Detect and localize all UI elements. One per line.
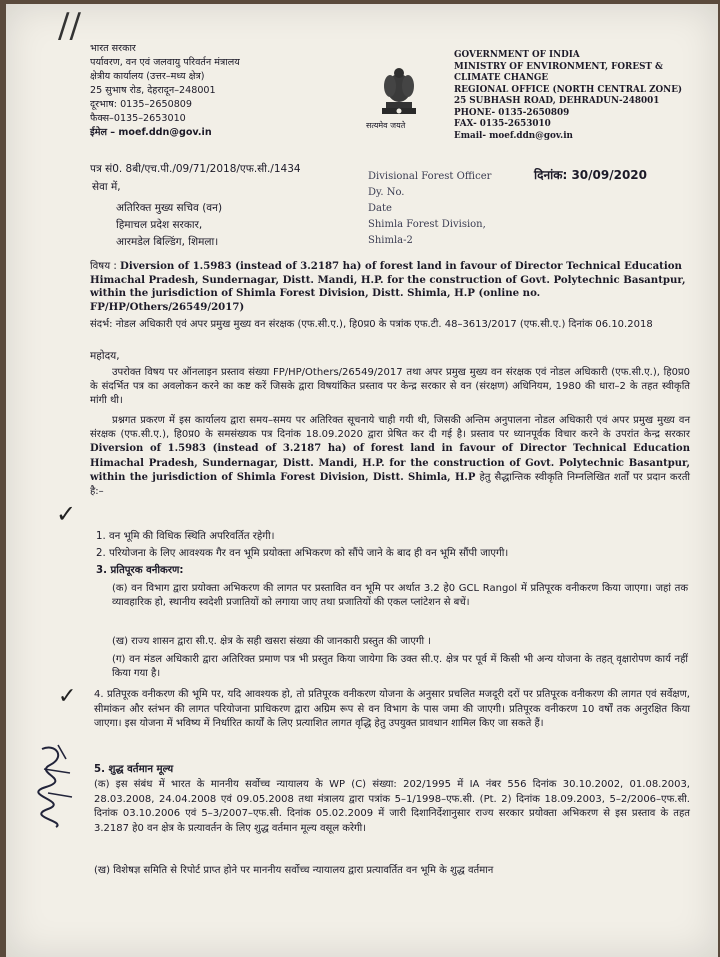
reference-block [90, 318, 690, 332]
lh-en-line: FAX- 0135-2653010 [454, 119, 551, 129]
lh-hi-line: भारत सरकार [90, 43, 136, 54]
condition-3: 3. प्रतिपूरक वनीकरण: [96, 565, 184, 576]
addressee-line: हिमाचल प्रदेश सरकार, [116, 219, 203, 231]
stamp-line: Shimla Forest Division, [368, 219, 486, 230]
paragraph-2-project: Diversion of 1.5983 (instead of 3.2187 ha) of forest land in favour of Director Technical Education Himachal Pradesh, Sundernagar, Distt. Mandi, H.P. for the construction of Govt. Polytechnic Basantpur, within the jurisdiction of Shimla Forest Division, Distt. Shimla, H.P [90, 443, 690, 483]
stamp-line: Shimla-2 [368, 235, 413, 246]
letter-date: दिनांक: 30/09/2020 [534, 168, 648, 182]
lh-en-email: Email- moef.ddn@gov.in [454, 130, 573, 141]
lh-hi-line: पर्यावरण, वन एवं जलवायु परिवर्तन मंत्रालय [90, 57, 240, 68]
paragraph-1: उपरोक्त विषय पर ऑनलाइन प्रस्ताव संख्या FP/HP/Others/26549/2017 तथा अपर प्रमुख मुख्य वन संरक्षक एवं नोडल अधिकारी (एफ.सी.ए.), हि0प्र0 के संदर्भित पत्र का अवलोकन करने का कष्ट करें जिसके द्वारा विषयांकित प्रस्ताव पर केन्द्र सरकार से वन (संरक्षण) अधिनियम, 1980 की धारा–2 के तहत स्वीकृति मांगी थी। [90, 367, 690, 407]
condition-4: 4. प्रतिपूरक वनीकरण की भूमि पर, यदि आवश्यक हो, तो प्रतिपूरक वनीकरण योजना के अनुसार प्रचलित मजदूरी दरों पर प्रतिपूरक वनीकरण की लागत एवं सर्वेक्षण, सीमांकन और स्तंभन की लागत परियोजना प्राधिकरण द्वारा अग्रिम रूप से वन विभाग के पास जमा की जाएगी। प्रतिपूरक वनीकरण 10 वर्षों तक अनुरक्षित किया जाएगा। इस योजना में भविष्य में निर्धारित कार्यों के लिए प्रत्याशित लागत वृद्धि हेतु उपयुक्त प्रावधान शामिल किए जा सकते हैं। [94, 689, 690, 729]
lh-hi-email: ईमेल – moef.ddn@gov.in [90, 127, 212, 138]
received-stamp [368, 169, 491, 249]
condition-2: 2. परियोजना के लिए आवश्यक गैर वन भूमि प्रयोक्ता अभिकरण को सौंपे जाने के बाद ही वन भूमि सौंपी जाएगी। [96, 548, 509, 559]
condition-3-kha: (ख) राज्य शासन द्वारा सी.ए. क्षेत्र के सही खसरा संख्या की जानकारी प्रस्तुत की जाएगी । [112, 636, 432, 647]
lh-en-line: CLIMATE CHANGE [454, 73, 549, 83]
lh-hi-line: 25 सुभाष रोड, देहरादून–248001 [90, 85, 216, 96]
condition-3-ka: (क) वन विभाग द्वारा प्रयोक्ता अभिकरण की लागत पर प्रस्तावित वन भूमि पर अर्थात 3.2 हे0 GCL Rangol में प्रतिपूरक वनीकरण किया जाएगा। जहां तक व्यावहारिक हो, स्थानीय स्वदेशी प्रजातियों को लगाया जाए तथा प्रजातियों की एकल प्लांटेशन से बचें। [112, 583, 688, 608]
letterhead-hindi [90, 42, 240, 140]
lh-en-line: PHONE- 0135-2650809 [454, 107, 570, 118]
tick-mark-icon: ✓ [56, 500, 77, 528]
emblem-motto: सत्यमेव जयते [366, 121, 406, 130]
stamp-line: Dy. No. [368, 187, 405, 198]
paragraph-2-conditions: हेतु सैद्धान्तिक स्वीकृति निम्नलिखित शर्तों पर प्रदान करती है:– [90, 471, 690, 498]
letterhead-english [454, 50, 682, 142]
corner-pen-mark: // [58, 6, 81, 46]
lh-hi-line: दूरभाष: 0135–2650809 [90, 99, 193, 110]
letter-page [6, 4, 718, 957]
letter-reference-number: पत्र सं0. 8बी/एच.पी./09/71/2018/एफ.सी./1434 [90, 163, 301, 175]
lh-en-line: 25 SUBHASH ROAD, DEHRADUN-248001 [454, 96, 660, 106]
reference-label: संदर्भ: [90, 319, 113, 330]
stamp-line: Date [368, 203, 392, 214]
national-emblem-icon [372, 64, 426, 118]
tick-mark-icon: ✓ [58, 684, 77, 709]
condition-1: 1. वन भूमि की विधिक स्थिति अपरिवर्तित रहेगी। [96, 531, 275, 542]
handwritten-scribble [36, 739, 82, 829]
to-label: सेवा में, [92, 181, 121, 193]
lh-hi-line: क्षेत्रीय कार्यालय (उत्तर–मध्य क्षेत्र) [90, 71, 205, 82]
salutation: महोदय, [90, 350, 120, 362]
paragraph-2 [90, 414, 690, 499]
stamp-line: Divisional Forest Officer [368, 171, 492, 182]
addressee-line: अतिरिक्त मुख्य सचिव (वन) [116, 202, 223, 214]
subject-label: विषय : [90, 261, 117, 272]
condition-3-ga: (ग) वन मंडल अधिकारी द्वारा अतिरिक्त प्रमाण पत्र भी प्रस्तुत किया जायेगा कि उक्त सी.ए. क्षेत्र पर पूर्व में किसी भी अन्य योजना के तहत् वृक्षारोपण कार्य नहीं किया गया है। [112, 654, 688, 679]
condition-5-ka: (क) इस संबंध में भारत के माननीय सर्वोच्च न्यायालय के WP (C) संख्या: 202/1995 में IA नंबर 556 दिनांक 30.10.2002, 01.08.2003, 28.03.2008, 24.04.2008 एवं 09.05.2008 तथा मंत्रालय द्वारा पत्रांक 5–1/1998–एफ.सी. (Pt. 2) दिनांक 18.09.2003, 5–2/2006–एफ.सी. दिनांक 03.10.2006 एवं 5–3/2007–एफ.सी. दिनांक 05.02.2009 में जारी दिशानिर्देशानुसार राज्य सरकार प्रयोक्ता अभिकरण से इस प्रस्ताव के तहत 3.2187 हे0 वन क्षेत्र के प्रत्यावर्तन के लिए शुद्ध वर्तमान मूल्य वसूल करेगी। [94, 779, 690, 834]
condition-5: 5. शुद्ध वर्तमान मूल्य [94, 764, 174, 775]
condition-5-kha: (ख) विशेषज्ञ समिति से रिपोर्ट प्राप्त होने पर माननीय सर्वोच्च न्यायालय द्वारा प्रत्यावर्तित वन भूमि के शुद्ध वर्तमान [94, 865, 494, 876]
lh-en-line: MINISTRY OF ENVIRONMENT, FOREST & [454, 61, 663, 72]
paragraph-2-text: प्रश्नगत प्रकरण में इस कार्यालय द्वारा समय–समय पर अतिरिक्त सूचनाये चाही गयी थी, जिसकी अन्तिम अनुपालना नोडल अधिकारी एवं अपर प्रमुख मुख्य वन संरक्षक (एफ.सी.ए.), हि0प्र0 के समसंख्यक पत्र दिनांक 18.09.2020 द्वारा प्रेषित कर दी गई है। प्रस्ताव पर ध्यानपूर्वक विचार करने के उपरांत केन्द्र सरकार [90, 415, 690, 441]
addressee-line: आरमडेल बिल्डिंग, शिमला। [116, 236, 219, 248]
reference-text: नोडल अधिकारी एवं अपर प्रमुख मुख्य वन संरक्षक (एफ.सी.ए.), हि0प्र0 के पत्रांक एफ.टी. 48–3613/2017 (एफ.सी.ए.) दिनांक 06.10.2018 [115, 319, 653, 330]
subject-block [90, 260, 690, 314]
lh-en-line: GOVERNMENT OF INDIA [454, 50, 580, 60]
addressee-block [116, 200, 222, 251]
lh-hi-line: फैक्स–0135–2653010 [90, 113, 186, 124]
lh-en-line: REGIONAL OFFICE (NORTH CENTRAL ZONE) [454, 84, 683, 95]
subject-text: Diversion of 1.5983 (instead of 3.2187 ha) of forest land in favour of Director Technical Education Himachal Pradesh, Sundernagar, Distt. Mandi, H.P. for the construction of Govt. Polytechnic Basantpur, within the jurisdiction of Shimla Forest Division, Distt. Shimla, H.P (online no. FP/HP/Others/26549/2017) [90, 260, 686, 313]
